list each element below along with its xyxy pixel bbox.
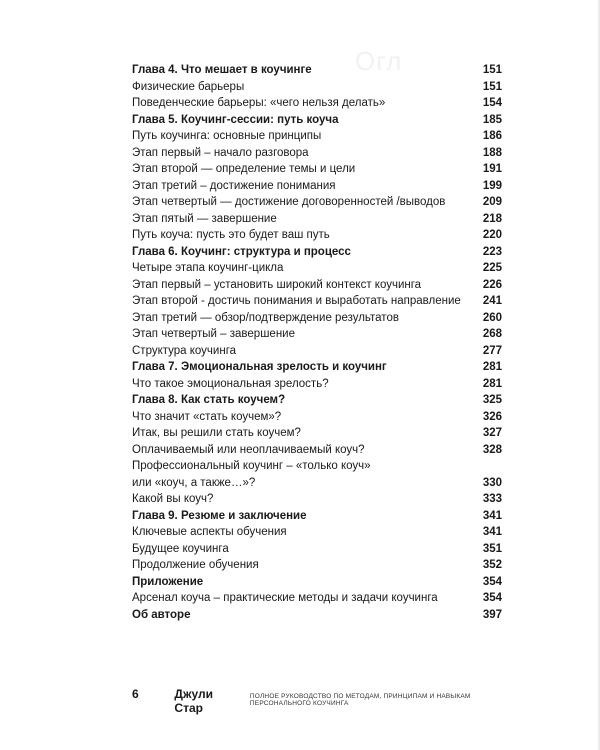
- toc-entry-page: 268: [482, 328, 502, 340]
- toc-section-row: [132, 194, 502, 211]
- toc-entry-page: 188: [482, 146, 502, 159]
- toc-section-row: [132, 178, 502, 195]
- toc-entry-page: 191: [482, 163, 502, 175]
- toc-chapter-row: [132, 244, 502, 261]
- toc-entry-page: 209: [482, 196, 502, 208]
- toc-section-row: [132, 590, 502, 607]
- toc-section-row: [132, 409, 502, 426]
- toc-entry-page: 277: [482, 344, 502, 357]
- toc-chapter-row: [132, 508, 502, 525]
- toc-entry-page: 185: [482, 113, 502, 126]
- toc-section-row: [132, 326, 502, 343]
- toc-section-row: [132, 260, 502, 277]
- toc-entry-title: Глава 6. Коучинг: структура и процесс: [132, 245, 351, 258]
- toc-section-row: [132, 557, 502, 574]
- toc-entry-title: Оплачиваемый или неоплачиваемый коуч?: [132, 443, 365, 456]
- toc-entry-page: 220: [482, 229, 502, 241]
- toc-entry-page: 225: [482, 262, 502, 274]
- toc-entry-title: Профессиональный коучинг – «только коуч» или «коуч, а также…»?: [132, 460, 371, 489]
- toc-entry-page: 241: [482, 295, 502, 307]
- toc-chapter-row: [132, 359, 502, 376]
- page-footer: [132, 687, 512, 715]
- toc-entry-title: Четыре этапа коучинг-цикла: [132, 262, 284, 274]
- toc-entry-title: Какой вы коуч?: [132, 493, 214, 505]
- toc-entry-page: 226: [482, 278, 502, 291]
- toc-entry-page: 154: [482, 97, 502, 109]
- toc-entry-page: 199: [482, 179, 502, 192]
- toc-section-row: [132, 376, 502, 393]
- show-through-text: Огл: [355, 46, 403, 76]
- toc-section-row: [132, 343, 502, 360]
- toc-entry-title: Путь коучинга: основные принципы: [132, 130, 322, 142]
- toc-entry-page: 341: [482, 526, 502, 538]
- toc-entry-title: Глава 5. Коучинг-сессии: путь коуча: [132, 113, 339, 126]
- toc-entry-title: Этап пятый — завершение: [132, 212, 277, 225]
- toc-chapter-row: [132, 62, 502, 79]
- toc-entry-title: Глава 7. Эмоциональная зрелость и коучинг: [132, 361, 387, 373]
- toc-entry-title: Приложение: [132, 575, 204, 588]
- toc-section-row: [132, 293, 502, 310]
- toc-entry-page: 151: [482, 80, 502, 93]
- toc-section-row: [132, 491, 502, 508]
- toc-entry-page: 281: [482, 361, 502, 373]
- toc-entry-page: 351: [482, 542, 502, 555]
- toc-entry-page: 341: [482, 509, 502, 522]
- toc-section-row: [132, 310, 502, 327]
- toc-section-row: [132, 442, 502, 459]
- toc-entry-page: 333: [482, 493, 502, 505]
- toc-entry-page: 223: [482, 245, 502, 258]
- toc-entry-title: Этап третий – достижение понимания: [132, 179, 336, 192]
- toc-entry-title: Ключевые аспекты обучения: [132, 526, 287, 538]
- toc-entry-title: Путь коуча: пусть это будет ваш путь: [132, 229, 330, 241]
- toc-entry-title: Поведенческие барьеры: «чего нельзя делать»: [132, 97, 386, 109]
- toc-entry-title: Этап четвертый — достижение договоренностей /выводов: [132, 196, 446, 208]
- toc-entry-page: 397: [482, 608, 502, 621]
- footer-author: Джули Стар: [174, 687, 213, 715]
- toc-section-row: [132, 128, 502, 145]
- table-of-contents: [132, 62, 502, 623]
- toc-entry-page: 151: [482, 64, 502, 76]
- toc-entry-page: 260: [482, 311, 502, 324]
- toc-entry-page: 281: [482, 377, 502, 390]
- toc-entry-page: 186: [482, 130, 502, 142]
- toc-entry-page: 326: [482, 410, 502, 423]
- toc-entry-page: 354: [482, 592, 502, 604]
- toc-section-row: [132, 227, 502, 244]
- toc-section-row: [132, 277, 502, 294]
- toc-section-row: [132, 541, 502, 558]
- toc-entry-title: Этап первый – установить широкий контекст коучинга: [132, 278, 422, 291]
- toc-entry-page: 327: [482, 427, 502, 439]
- toc-entry-title: Об авторе: [132, 608, 191, 621]
- toc-entry-page: 330: [482, 476, 502, 489]
- toc-entry-title: Что значит «стать коучем»?: [132, 410, 282, 423]
- toc-entry-title: Глава 4. Что мешает в коучинге: [132, 64, 312, 76]
- toc-entry-page: 325: [482, 394, 502, 406]
- toc-entry-title: Этап второй — определение темы и цели: [132, 163, 356, 175]
- toc-entry-title: Физические барьеры: [132, 80, 245, 93]
- toc-chapter-row: [132, 574, 502, 591]
- toc-entry-title: Итак, вы решили стать коучем?: [132, 427, 301, 439]
- toc-entry-page: 352: [482, 559, 502, 571]
- toc-entry-title: Этап четвертый – завершение: [132, 328, 295, 340]
- toc-section-row: [132, 211, 502, 228]
- toc-entry-title: Структура коучинга: [132, 344, 237, 357]
- toc-entry-title: Арсенал коуча – практические методы и задачи коучинга: [132, 592, 438, 604]
- toc-entry-title: Что такое эмоциональная зрелость?: [132, 377, 329, 390]
- toc-entry-title: Глава 8. Как стать коучем?: [132, 394, 286, 406]
- toc-entry-title: Этап второй - достичь понимания и выработать направление: [132, 295, 461, 307]
- toc-section-row: [132, 425, 502, 442]
- page-number: 6: [132, 687, 139, 701]
- toc-entry-title: Будущее коучинга: [132, 542, 229, 555]
- toc-section-row: [132, 79, 502, 96]
- toc-chapter-row: [132, 112, 502, 129]
- footer-book-title: ПОЛНОЕ РУКОВОДСТВО ПО МЕТОДАМ, ПРИНЦИПАМ И НАВЫКАМ ПЕРСОНАЛЬНОГО КОУЧИНГА: [249, 693, 471, 707]
- toc-entry-page: 328: [482, 443, 502, 456]
- toc-section-row: [132, 524, 502, 541]
- toc-entry-page: 218: [482, 212, 502, 225]
- toc-entry-page: 354: [482, 575, 502, 588]
- toc-entry-title: Продолжение обучения: [132, 559, 259, 571]
- toc-entry-title: Этап третий — обзор/подтверждение результатов: [132, 311, 399, 324]
- toc-entry-title: Глава 9. Резюме и заключение: [132, 509, 307, 522]
- toc-chapter-row: [132, 392, 502, 409]
- toc-section-row: [132, 95, 502, 112]
- toc-section-row: [132, 161, 502, 178]
- toc-chapter-row: [132, 607, 502, 624]
- toc-section-row: [132, 458, 502, 491]
- toc-section-row: [132, 145, 502, 162]
- toc-entry-title: Этап первый – начало разговора: [132, 146, 309, 159]
